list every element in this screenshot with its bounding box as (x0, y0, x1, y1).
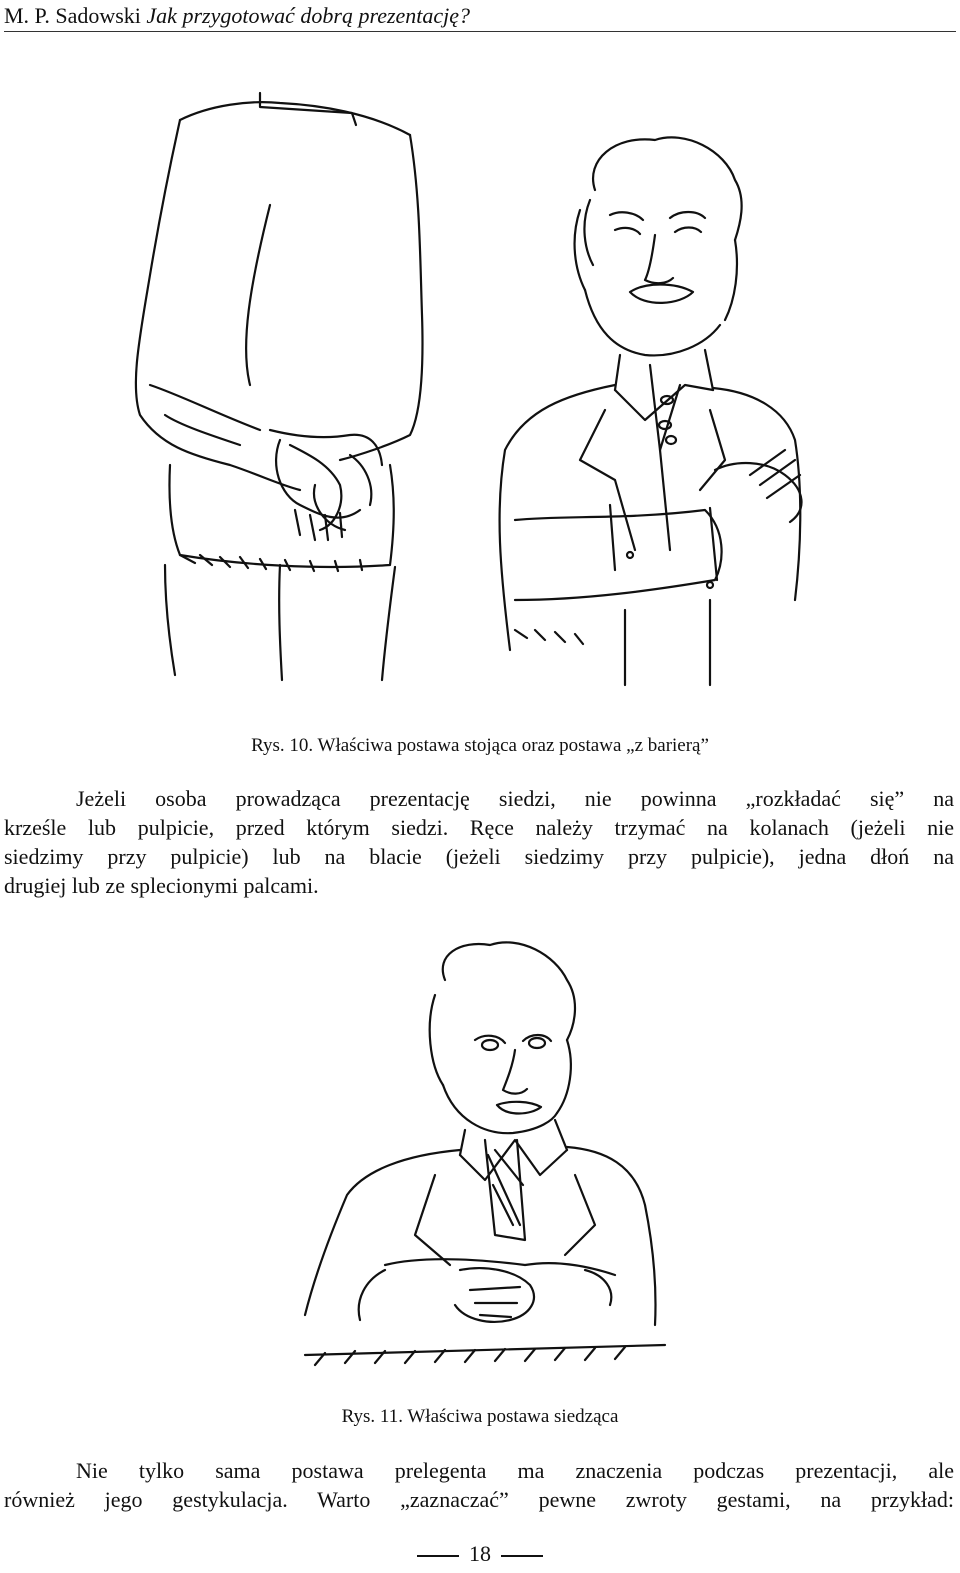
header-title: Jak przygotować dobrą prezentację? (146, 3, 471, 28)
paragraph-line: Nie tylko sama postawa prelegenta ma znaczenia podczas prezentacji, ale (76, 1458, 954, 1483)
paragraph-gestures (4, 1456, 954, 1514)
figure-11-illustration (285, 935, 685, 1370)
page-number (0, 1541, 960, 1567)
paragraph-seated-posture (4, 784, 954, 900)
header-author: M. P. Sadowski (4, 3, 141, 28)
paragraph-line: drugiej lub ze splecionymi palcami. (4, 873, 319, 898)
figure-10-right-illustration (485, 130, 825, 690)
running-header (4, 2, 956, 32)
man-seated-drawing (285, 935, 685, 1370)
figure-10-left-illustration (120, 85, 440, 685)
paragraph-line: krześle lub pulpicie, przed którym siedzi. Ręce należy trzymać na kolanach (jeżeli nie (4, 815, 954, 840)
paragraph-line: również jego gestykulacja. Warto „zaznaczać” pewne zwroty gestami, na przykład: (4, 1487, 954, 1512)
page-number-value: 18 (469, 1541, 491, 1566)
figure-10-caption: Rys. 10. Właściwa postawa stojąca oraz postawa „z barierą” (251, 735, 709, 756)
man-back-view-drawing (120, 85, 440, 685)
paragraph-line: Jeżeli osoba prowadząca prezentację siedzi, nie powinna „rozkładać się” na (76, 786, 954, 811)
paragraph-line: siedzimy przy pulpicie) lub na blacie (jeżeli siedzimy przy pulpicie), jedna dłoń na (4, 844, 954, 869)
man-arms-crossed-drawing (485, 130, 825, 690)
figure-11-caption: Rys. 11. Właściwa postawa siedząca (341, 1406, 619, 1427)
dash-left (417, 1555, 459, 1557)
dash-right (501, 1555, 543, 1557)
